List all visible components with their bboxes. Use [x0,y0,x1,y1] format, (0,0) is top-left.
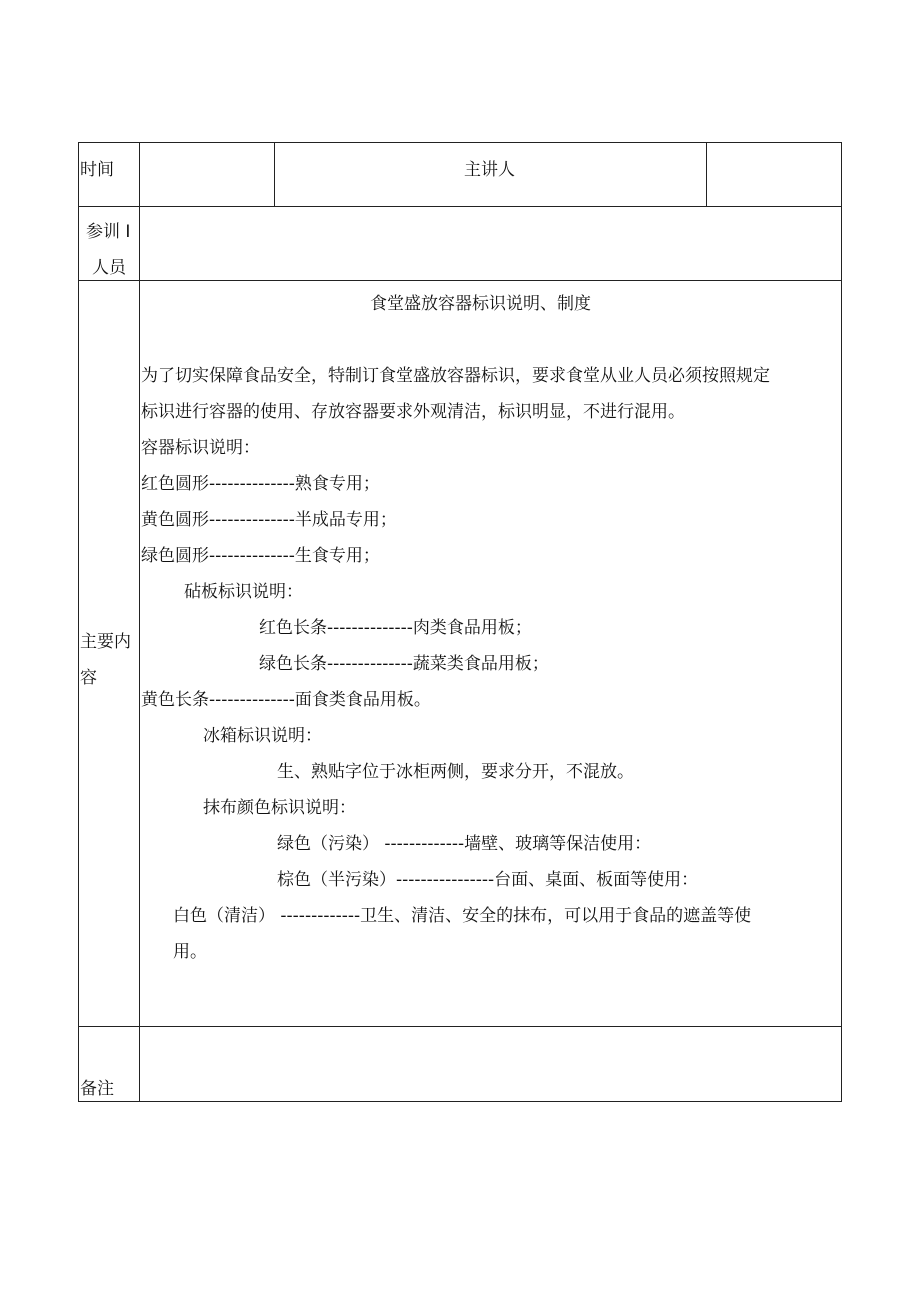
intro-paragraph-line2: 标识进行容器的使用、存放容器要求外观清洁，标识明显，不进行混用。 [141,402,685,422]
label-column-divider [139,142,140,1102]
row-divider-1 [78,206,842,207]
table-border-left [78,142,79,1102]
container-item-red: 红色圆形--------------熟食专用； [141,474,380,494]
board-heading: 砧板标识说明： [184,582,303,602]
board-item-yellow: 黄色长条--------------面食类食品用板。 [141,690,431,710]
row-divider-2 [78,280,842,281]
container-item-yellow: 黄色圆形--------------半成品专用； [141,510,397,530]
fridge-text: 生、熟贴字位于冰柜两侧，要求分开，不混放。 [277,762,634,782]
time-label: 时间 [80,160,114,180]
participants-value[interactable] [146,230,836,250]
board-item-green: 绿色长条--------------蔬菜类食品用板； [259,654,549,674]
header-divider-1 [274,142,275,207]
main-content-label-line1: 主要内 [80,632,131,652]
intro-paragraph-line1: 为了切实保障食品安全，特制订食堂盛放容器标识，要求食堂从业人员必须按照规定 [141,366,770,386]
table-border-right [841,142,842,1102]
container-heading: 容器标识说明： [141,438,260,458]
speaker-value[interactable] [712,160,834,180]
table-border-bottom [78,1101,842,1102]
table-border-top [78,142,842,143]
header-divider-2 [706,142,707,207]
cloth-item-white-line2: 用。 [173,942,207,962]
time-value[interactable] [146,160,268,180]
cloth-item-brown: 棕色（半污染）----------------台面、桌面、板面等使用： [277,870,699,890]
main-content-label-line2: 容 [80,668,97,688]
cloth-heading: 抹布颜色标识说明： [203,798,356,818]
row-divider-3 [78,1026,842,1027]
participants-label-line1: 参训 I [86,222,131,242]
fridge-heading: 冰箱标识说明： [203,726,322,746]
board-item-red: 红色长条--------------肉类食品用板； [259,618,532,638]
remarks-value[interactable] [146,1050,836,1070]
speaker-label: 主讲人 [464,160,515,180]
content-title: 食堂盛放容器标识说明、制度 [370,294,591,314]
cloth-item-white-line1: 白色（清洁） -------------卫生、清洁、安全的抹布，可以用于食品的遮盖等使 [173,906,752,926]
remarks-label: 备注 [80,1079,114,1099]
cloth-item-green: 绿色（污染） -------------墙壁、玻璃等保洁使用： [277,834,652,854]
container-item-green: 绿色圆形--------------生食专用； [141,546,380,566]
participants-label-line2: 人员 [92,258,126,278]
